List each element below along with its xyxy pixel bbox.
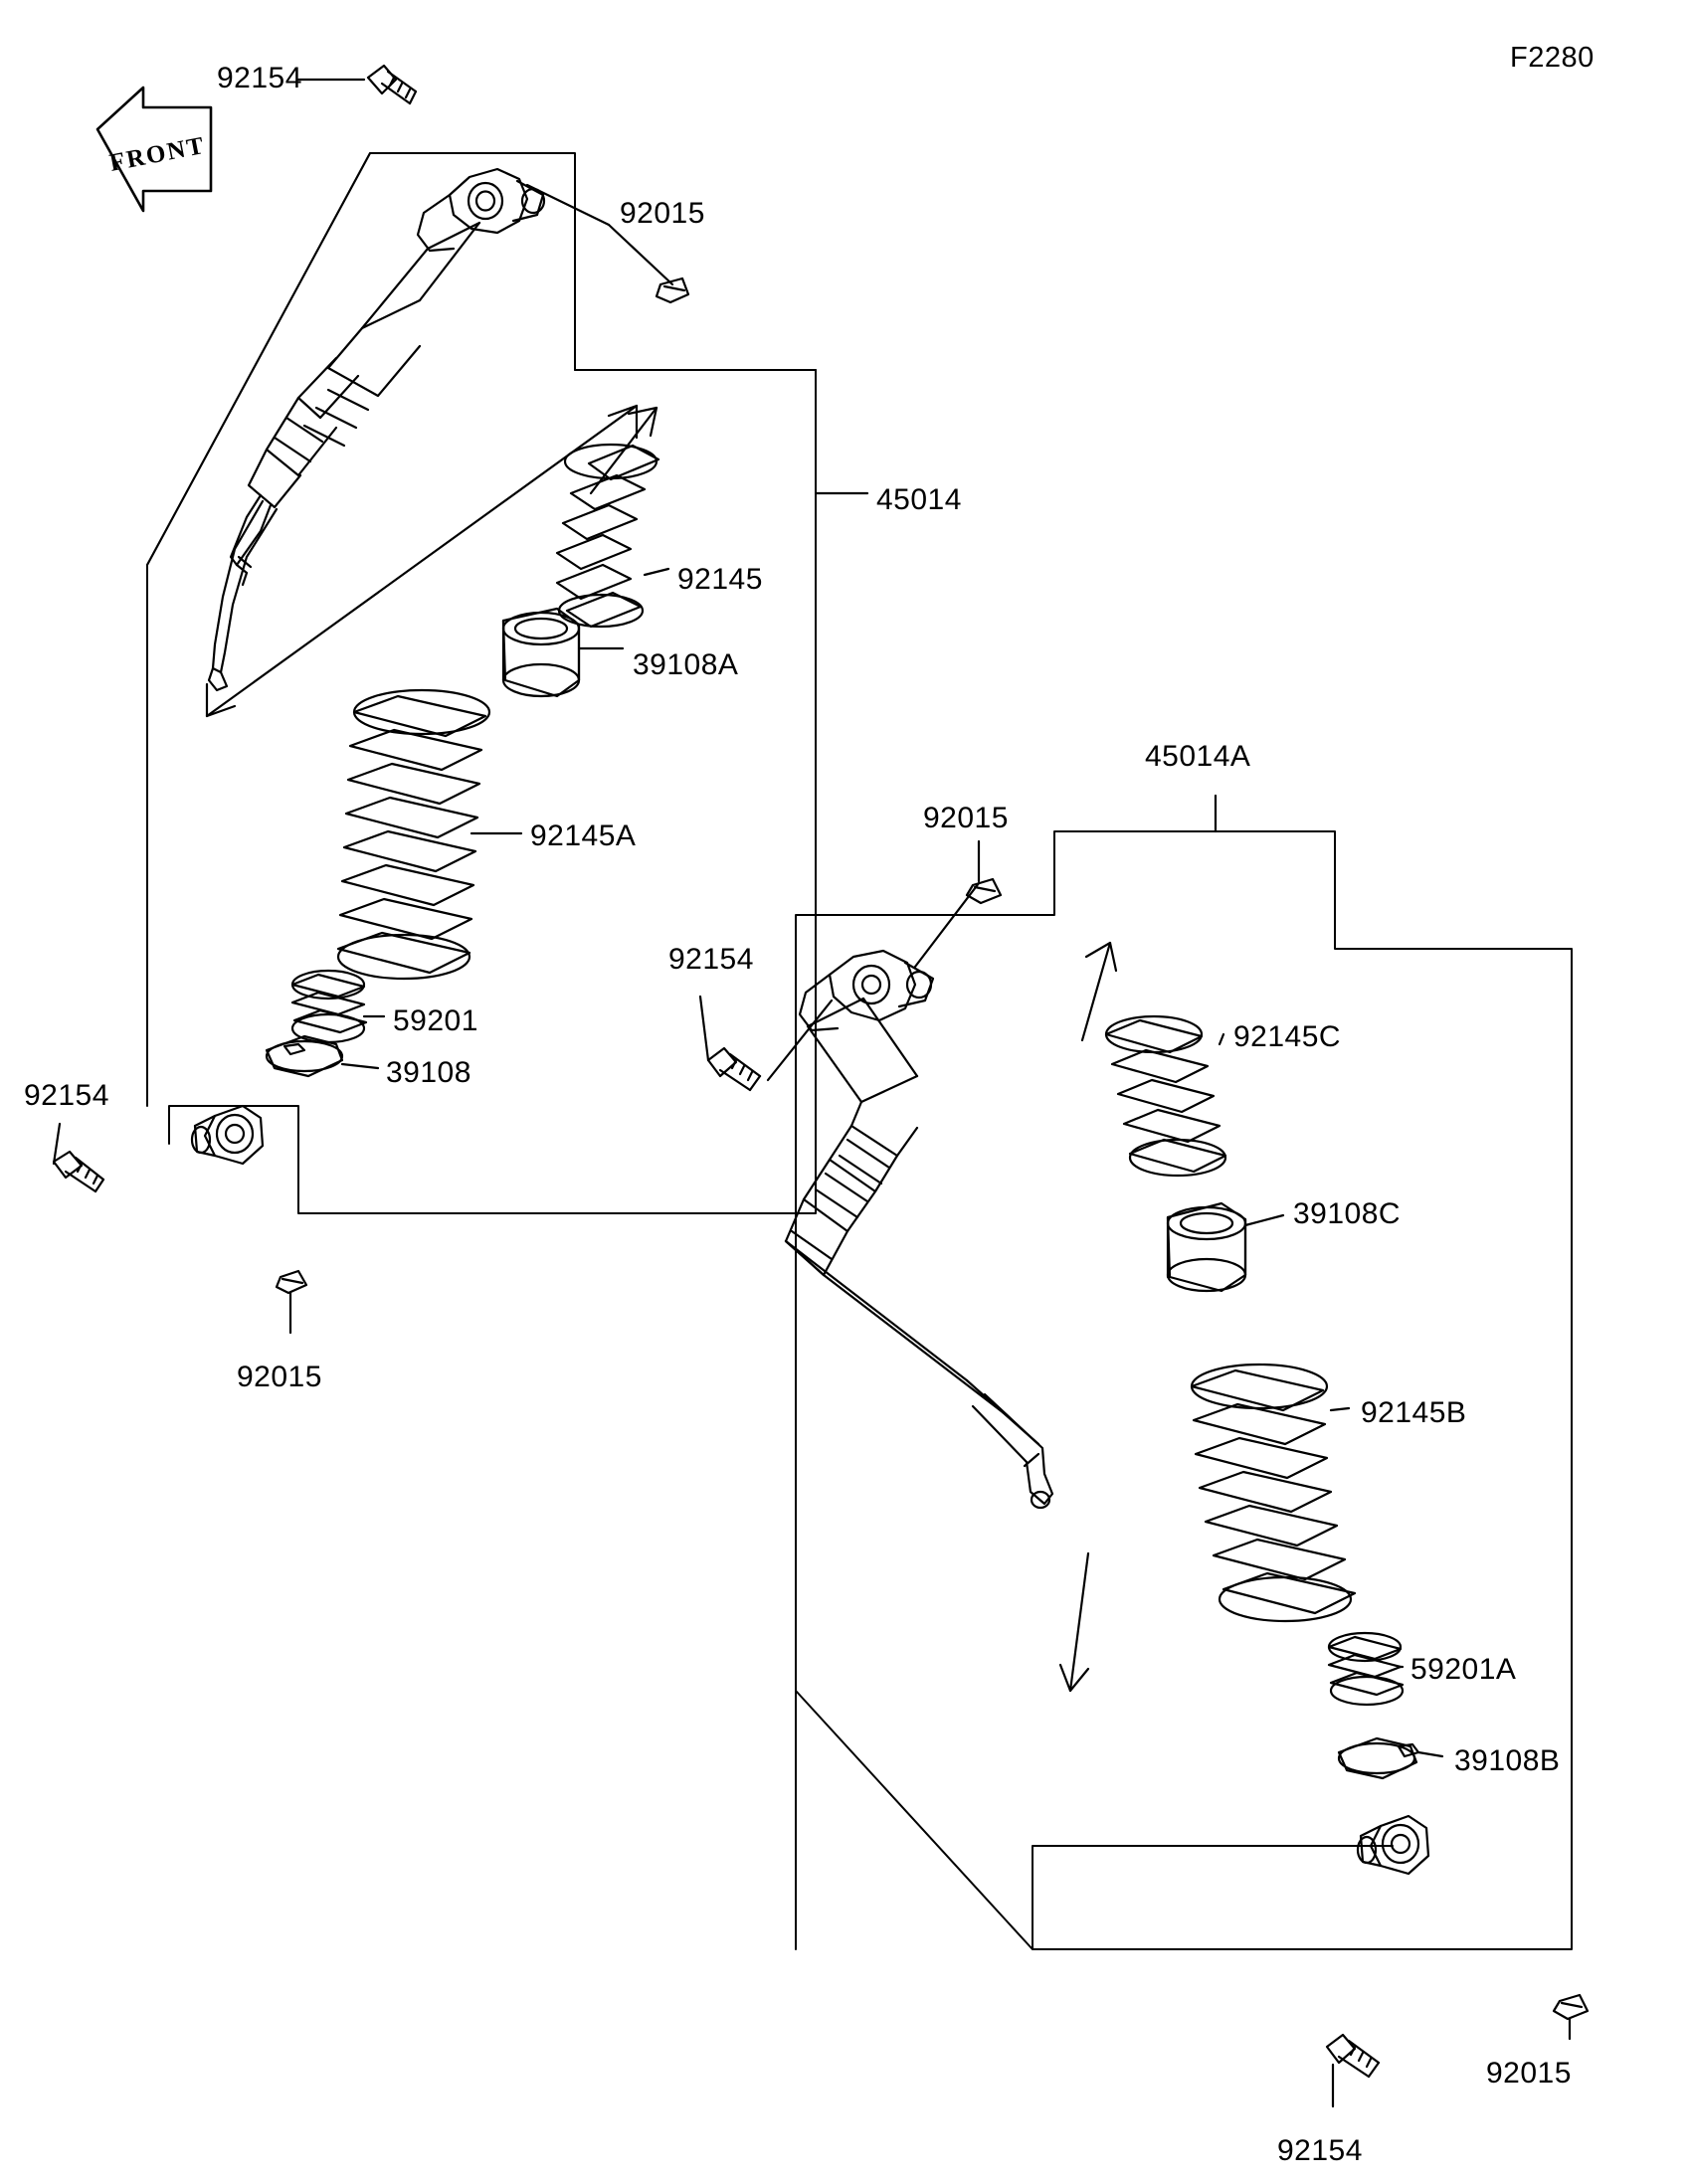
cup-39108B: [1339, 1738, 1418, 1778]
part-label-59201[interactable]: 59201: [393, 1004, 478, 1037]
spring-92145A: [338, 690, 489, 979]
leader-39108C: [1245, 1215, 1283, 1225]
part-label-92015-left[interactable]: 92015: [237, 1361, 322, 1393]
sheet-code: F2280: [1510, 42, 1595, 74]
part-label-59201A[interactable]: 59201A: [1410, 1653, 1517, 1686]
nut-92015-top: [657, 278, 688, 302]
bumpstop-59201: [292, 971, 366, 1042]
part-label-92015-right[interactable]: 92015: [923, 802, 1009, 834]
leader-92015-right: [915, 883, 979, 967]
leader-92154-right-b: [700, 997, 708, 1060]
part-label-39108B[interactable]: 39108B: [1454, 1744, 1561, 1777]
bolt-92154-right-lower: [1327, 2035, 1379, 2077]
part-label-92154-top[interactable]: 92154: [217, 62, 302, 94]
part-label-92154-right-lower[interactable]: 92154: [1277, 2134, 1363, 2167]
spring-92145B: [1192, 1365, 1355, 1621]
spring-92145C: [1106, 1016, 1225, 1176]
lower-eyelet-left: [192, 1106, 263, 1164]
shock-absorber-left: [231, 169, 544, 585]
part-label-92154-left[interactable]: 92154: [24, 1079, 109, 1112]
bumpstop-59201A: [1329, 1633, 1403, 1705]
bushing-39108A: [503, 609, 579, 696]
front-marker: [88, 109, 217, 209]
shock-absorber-right: [786, 951, 1052, 1508]
part-label-92015-right-lower[interactable]: 92015: [1486, 2057, 1572, 2090]
assembly-outline-45014A: [796, 831, 1572, 1949]
cup-39108: [267, 1036, 342, 1076]
part-label-92154-right[interactable]: 92154: [668, 943, 754, 976]
part-label-92145[interactable]: 92145: [677, 563, 763, 596]
leader-92145: [645, 569, 668, 575]
shock-arrow-right: [1060, 1553, 1088, 1691]
bushing-39108C: [1168, 1203, 1245, 1291]
part-label-39108A[interactable]: 39108A: [633, 648, 739, 681]
leader-92145C: [1220, 1034, 1223, 1044]
bolt-92154-right: [708, 1048, 760, 1090]
part-label-45014A[interactable]: 45014A: [1145, 740, 1251, 773]
part-label-92145B[interactable]: 92145B: [1361, 1396, 1467, 1429]
part-label-92145A[interactable]: 92145A: [530, 819, 637, 852]
front-marker-text: FRONT: [106, 131, 208, 177]
nut-92015-right-lower: [1554, 1995, 1588, 2019]
leader-39108: [342, 1064, 378, 1068]
leader-39108B: [1418, 1752, 1442, 1756]
part-label-92145C[interactable]: 92145C: [1233, 1020, 1342, 1053]
part-label-92015-top[interactable]: 92015: [620, 197, 705, 230]
leader-92015-top: [609, 225, 672, 284]
part-label-45014[interactable]: 45014: [876, 483, 962, 516]
leader-92145B: [1331, 1408, 1349, 1410]
part-label-39108[interactable]: 39108: [386, 1056, 471, 1089]
bolt-92154-left: [54, 1152, 103, 1191]
part-label-39108C[interactable]: 39108C: [1293, 1197, 1402, 1230]
nut-92015-left: [277, 1271, 306, 1293]
bolt-92154-top: [368, 66, 416, 103]
